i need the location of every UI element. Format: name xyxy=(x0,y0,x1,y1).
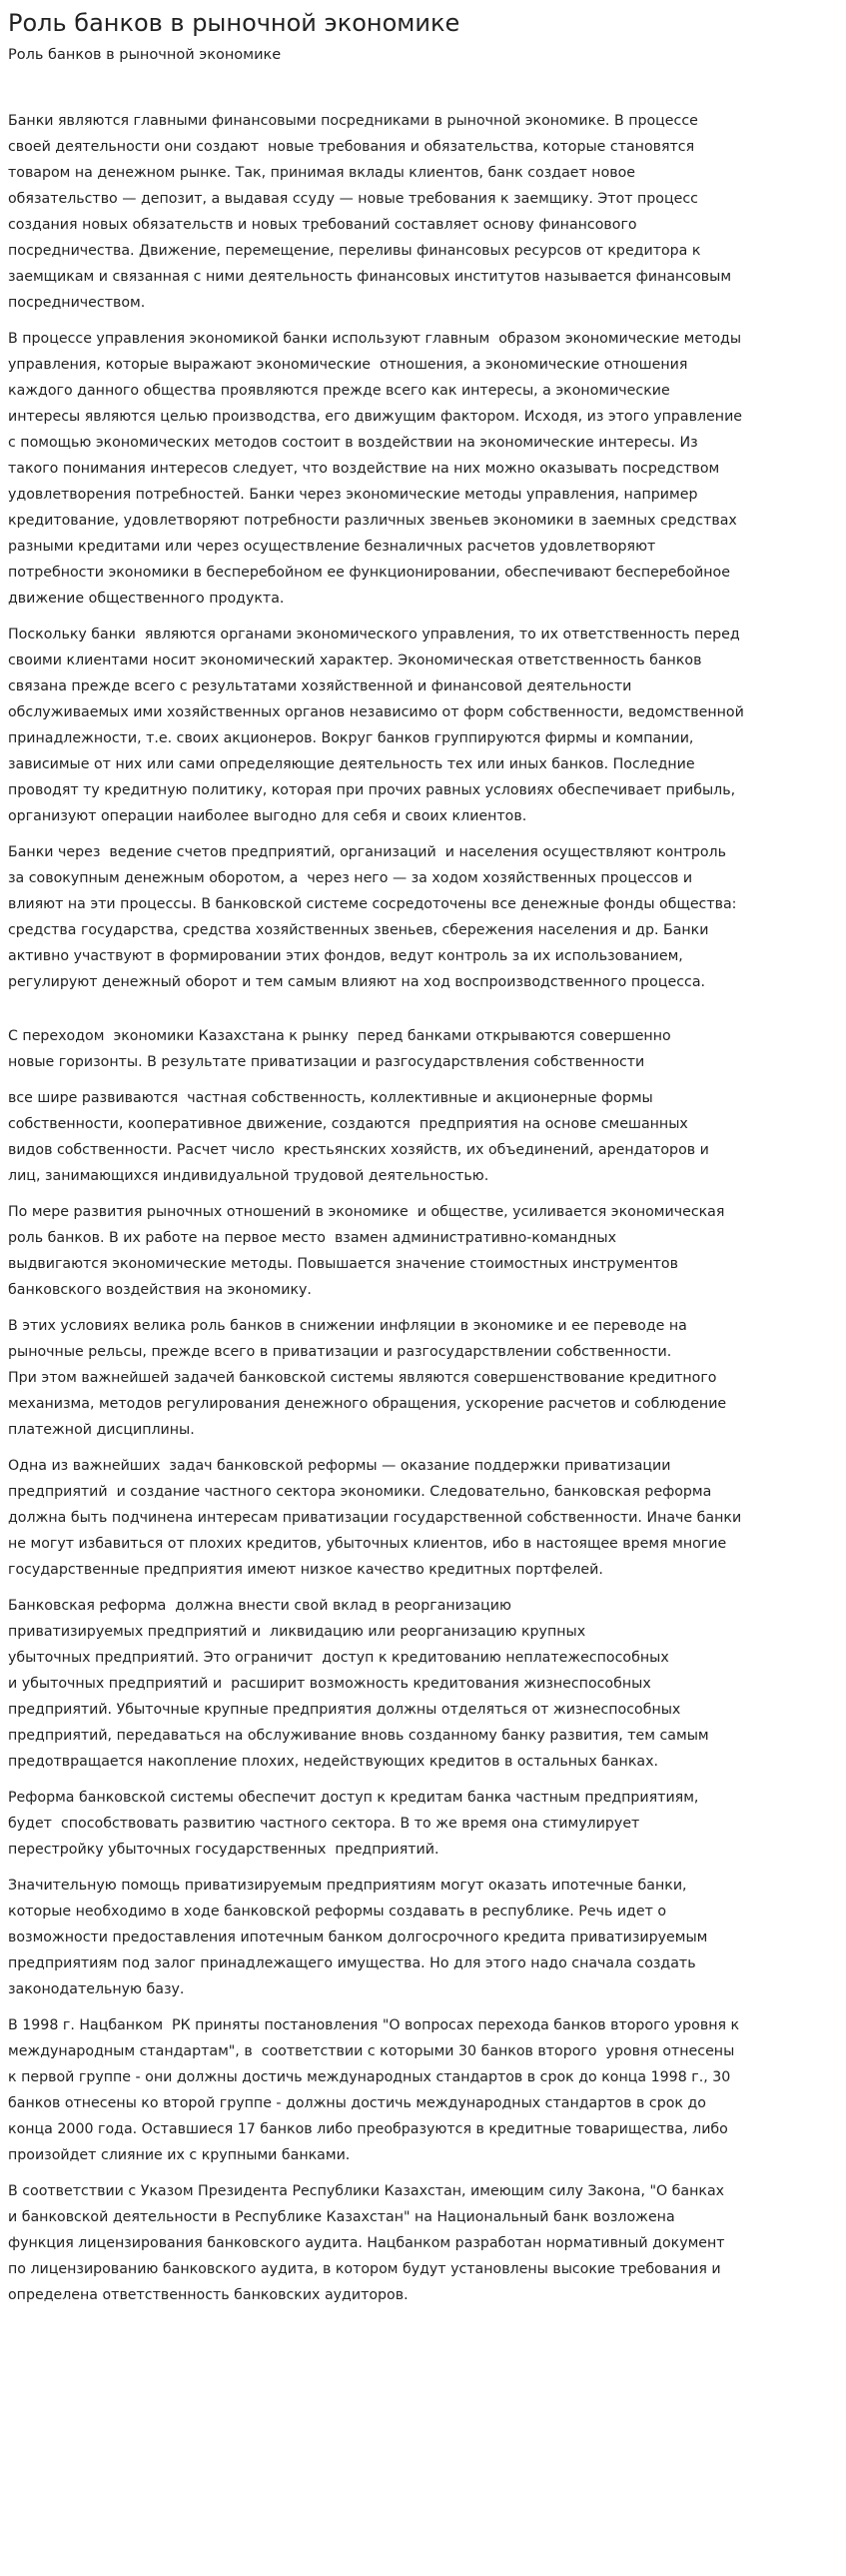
paragraph xyxy=(8,1085,838,1189)
paragraph-line: управления, которые выражают экономические отношения, а экономические отношения xyxy=(8,357,688,373)
paragraph-line: перестройку убыточных государственных предприятий. xyxy=(8,1842,439,1858)
paragraph-line: движение общественного продукта. xyxy=(8,591,285,607)
paragraph-line: удовлетворения потребностей. Банки через экономические методы управления, например xyxy=(8,487,698,503)
paragraph-line: регулируют денежный оборот и тем самым влияют на ход воспроизводственного процесса. xyxy=(8,974,706,990)
paragraph xyxy=(8,839,838,995)
paragraph-line: лиц, занимающихся индивидуальной трудовой деятельностью. xyxy=(8,1168,489,1184)
paragraph-line: Банки через ведение счетов предприятий, организаций и населения осуществляют контроль xyxy=(8,844,726,860)
paragraph-line: предприятий, передаваться на обслуживание вновь созданному банку развития, тем самым xyxy=(8,1728,709,1744)
paragraph-line: обязательство — депозит, а выдавая ссуду — новые требования к заемщику. Этот процесс xyxy=(8,191,698,207)
paragraph-line: предприятий и создание частного сектора экономики. Следовательно, банковская реформа xyxy=(8,1484,712,1500)
paragraph-line: должна быть подчинена интересам приватизации государственной собственности. Иначе банки xyxy=(8,1510,742,1526)
paragraph-line: банков отнесены ко второй группе - должны достичь международных стандартов в срок до xyxy=(8,2095,706,2111)
paragraph-line: такого понимания интересов следует, что воздействие на них можно оказывать посредством xyxy=(8,461,720,477)
paragraph-line: Банковская реформа должна внести свой вклад в реорганизацию xyxy=(8,1598,511,1614)
paragraph-line: собственности, кооперативное движение, создаются предприятия на основе смешанных xyxy=(8,1116,688,1132)
paragraph-line: выдвигаются экономические методы. Повышается значение стоимостных инструментов xyxy=(8,1256,678,1272)
paragraph-line: платежной дисциплины. xyxy=(8,1422,195,1438)
paragraph-line: своей деятельности они создают новые требования и обязательства, которые становятся xyxy=(8,139,695,155)
paragraph-line: Поскольку банки являются органами экономического управления, то их ответственность перед xyxy=(8,627,740,643)
paragraph-line: Одна из важнейших задач банковской реформы — оказание поддержки приватизации xyxy=(8,1458,671,1474)
paragraph xyxy=(8,2178,838,2308)
paragraph xyxy=(8,622,838,829)
paragraph-line: предотвращается накопление плохих, недействующих кредитов в остальных банках. xyxy=(8,1754,658,1770)
paragraph-line: механизма, методов регулирования денежного обращения, ускорение расчетов и соблюдение xyxy=(8,1396,727,1412)
paragraph-line: предприятий. Убыточные крупные предприятия должны отделяться от жизнеспособных xyxy=(8,1702,681,1718)
paragraph-line: Реформа банковской системы обеспечит доступ к кредитам банка частным предприятиям, xyxy=(8,1790,699,1806)
paragraph-line: В этих условиях велика роль банков в снижении инфляции в экономике и ее переводе на xyxy=(8,1318,687,1334)
paragraph-line: кредитование, удовлетворяют потребности различных звеньев экономики в заемных средствах xyxy=(8,513,737,529)
paragraph-line: все шире развиваются частная собственность, коллективные и акционерные формы xyxy=(8,1090,653,1106)
paragraph-line: приватизируемых предприятий и ликвидацию или реорганизацию крупных xyxy=(8,1624,586,1640)
paragraph-line: заемщикам и связанная с ними деятельность финансовых институтов называется финансовым xyxy=(8,269,732,285)
paragraph-line: средства государства, средства хозяйственных звеньев, сбережения населения и др. Банки xyxy=(8,922,709,938)
paragraph-line: проводят ту кредитную политику, которая при прочих равных условиях обеспечивает прибыль, xyxy=(8,782,736,798)
paragraph xyxy=(8,1785,838,1863)
paragraph-line: принадлежности, т.е. своих акционеров. Вокруг банков группируются фирмы и компании, xyxy=(8,730,694,746)
paragraph-line: предприятиям под залог принадлежащего имущества. Но для этого надо сначала создать xyxy=(8,1955,696,1971)
paragraph-line: новые горизонты. В результате приватизации и разгосударствления собственности xyxy=(8,1054,645,1070)
paragraph-line: и убыточных предприятий и расширит возможность кредитования жизнеспособных xyxy=(8,1676,651,1692)
paragraph-line: обслуживаемых ими хозяйственных органов независимо от форм собственности, ведомственной xyxy=(8,704,744,720)
paragraph-line: банковского воздействия на экономику. xyxy=(8,1282,312,1298)
paragraph-line: за совокупным денежным оборотом, а через него — за ходом хозяйственных процессов и xyxy=(8,870,693,886)
paragraph xyxy=(8,2012,838,2168)
paragraph-line: рыночные рельсы, прежде всего в приватизации и разгосударствлении собственности. xyxy=(8,1344,672,1360)
paragraph xyxy=(8,1593,838,1775)
paragraph-line: будет способствовать развитию частного сектора. В то же время она стимулирует xyxy=(8,1816,640,1832)
paragraph xyxy=(8,1023,838,1075)
paragraph-line: По мере развития рыночных отношений в экономике и обществе, усиливается экономическая xyxy=(8,1204,725,1220)
paragraph-line: роль банков. В их работе на первое место взамен административно-командных xyxy=(8,1230,616,1246)
paragraph-line: государственные предприятия имеют низкое качество кредитных портфелей. xyxy=(8,1562,603,1578)
paragraph-line: зависимые от них или сами определяющие деятельность тех или иных банков. Последние xyxy=(8,756,695,772)
paragraph-line: произойдет слияние их с крупными банками. xyxy=(8,2147,351,2163)
paragraph-line: товаром на денежном рынке. Так, принимая вклады клиентов, банк создает новое xyxy=(8,165,636,181)
paragraph-line: своими клиентами носит экономический характер. Экономическая ответственность банков xyxy=(8,652,702,668)
paragraph-line: которые необходимо в ходе банковской реформы создавать в республике. Речь идет о xyxy=(8,1904,667,1920)
paragraph-line: убыточных предприятий. Это ограничит доступ к кредитованию неплатежеспособных xyxy=(8,1650,669,1666)
paragraph-line: В 1998 г. Нацбанком РК приняты постановления "О вопросах перехода банков второго уровня к xyxy=(8,2017,740,2033)
paragraph-line: активно участвуют в формировании этих фондов, ведут контроль за их использованием, xyxy=(8,948,683,964)
paragraph xyxy=(8,1873,838,2002)
paragraph-line: каждого данного общества проявляются прежде всего как интересы, а экономические xyxy=(8,383,670,399)
paragraph xyxy=(8,1313,838,1443)
paragraph xyxy=(8,108,838,316)
paragraph-line: организуют операции наиболее выгодно для себя и своих клиентов. xyxy=(8,808,527,824)
paragraph-line: С переходом экономики Казахстана к рынку перед банками открываются совершенно xyxy=(8,1028,671,1044)
paragraph-line: по лицензированию банковского аудита, в котором будут установлены высокие требования и xyxy=(8,2261,721,2277)
paragraph-line: конца 2000 года. Оставшиеся 17 банков либо преобразуются в кредитные товарищества, либо xyxy=(8,2121,728,2137)
paragraph-line: определена ответственность банковских аудиторов. xyxy=(8,2287,409,2303)
page-title: Роль банков в рыночной экономике xyxy=(8,9,460,37)
paragraph-line: не могут избавиться от плохих кредитов, убыточных клиентов, ибо в настоящее время многие xyxy=(8,1536,727,1552)
paragraph-line: законодательную базу. xyxy=(8,1981,185,1997)
paragraph-line: В соответствии с Указом Президента Республики Казахстан, имеющим силу Закона, "О банках xyxy=(8,2183,725,2199)
paragraph-line: посредничеством. xyxy=(8,295,146,311)
paragraph-line: посредничества. Движение, перемещение, переливы финансовых ресурсов от кредитора к xyxy=(8,243,701,259)
paragraph-line: интересы являются целью производства, его движущим фактором. Исходя, из этого управление xyxy=(8,409,743,425)
paragraph-line: к первой группе - они должны достичь международных стандартов в срок до конца 1998 г., 30 xyxy=(8,2069,731,2085)
paragraph-line: возможности предоставления ипотечным банком долгосрочного кредита приватизируемым xyxy=(8,1930,708,1945)
article-body xyxy=(8,108,838,2308)
paragraph-line: При этом важнейшей задачей банковской системы являются совершенствование кредитного xyxy=(8,1370,717,1386)
page-subtitle: Роль банков в рыночной экономике xyxy=(8,47,282,63)
paragraph-line: разными кредитами или через осуществление безналичных расчетов удовлетворяют xyxy=(8,539,656,555)
paragraph xyxy=(8,1199,838,1303)
paragraph-line: видов собственности. Расчет число крестьянских хозяйств, их объединений, арендаторов и xyxy=(8,1142,709,1158)
paragraph xyxy=(8,1453,838,1583)
paragraph xyxy=(8,326,838,612)
paragraph-line: международным стандартам", в соответствии с которыми 30 банков второго уровня отнесены xyxy=(8,2043,735,2059)
paragraph-line: с помощью экономических методов состоит в воздействии на экономические интересы. Из xyxy=(8,435,698,451)
paragraph-line: потребности экономики в бесперебойном ее функционировании, обеспечивают бесперебойное xyxy=(8,565,730,581)
paragraph-line: связана прежде всего с результатами хозяйственной и финансовой деятельности xyxy=(8,678,632,694)
paragraph-line: функция лицензирования банковского аудита. Нацбанком разработан нормативный документ xyxy=(8,2235,725,2251)
paragraph-line: влияют на эти процессы. В банковской системе сосредоточены все денежные фонды общества: xyxy=(8,896,737,912)
paragraph-line: В процессе управления экономикой банки используют главным образом экономические методы xyxy=(8,331,742,347)
paragraph-line: и банковской деятельности в Республике Казахстан" на Национальный банк возложена xyxy=(8,2209,675,2225)
paragraph-line: Банки являются главными финансовыми посредниками в рыночной экономике. В процессе xyxy=(8,113,698,129)
paragraph-line: создания новых обязательств и новых требований составляет основу финансового xyxy=(8,217,637,233)
paragraph-line: Значительную помощь приватизируемым предприятиям могут оказать ипотечные банки, xyxy=(8,1878,687,1894)
